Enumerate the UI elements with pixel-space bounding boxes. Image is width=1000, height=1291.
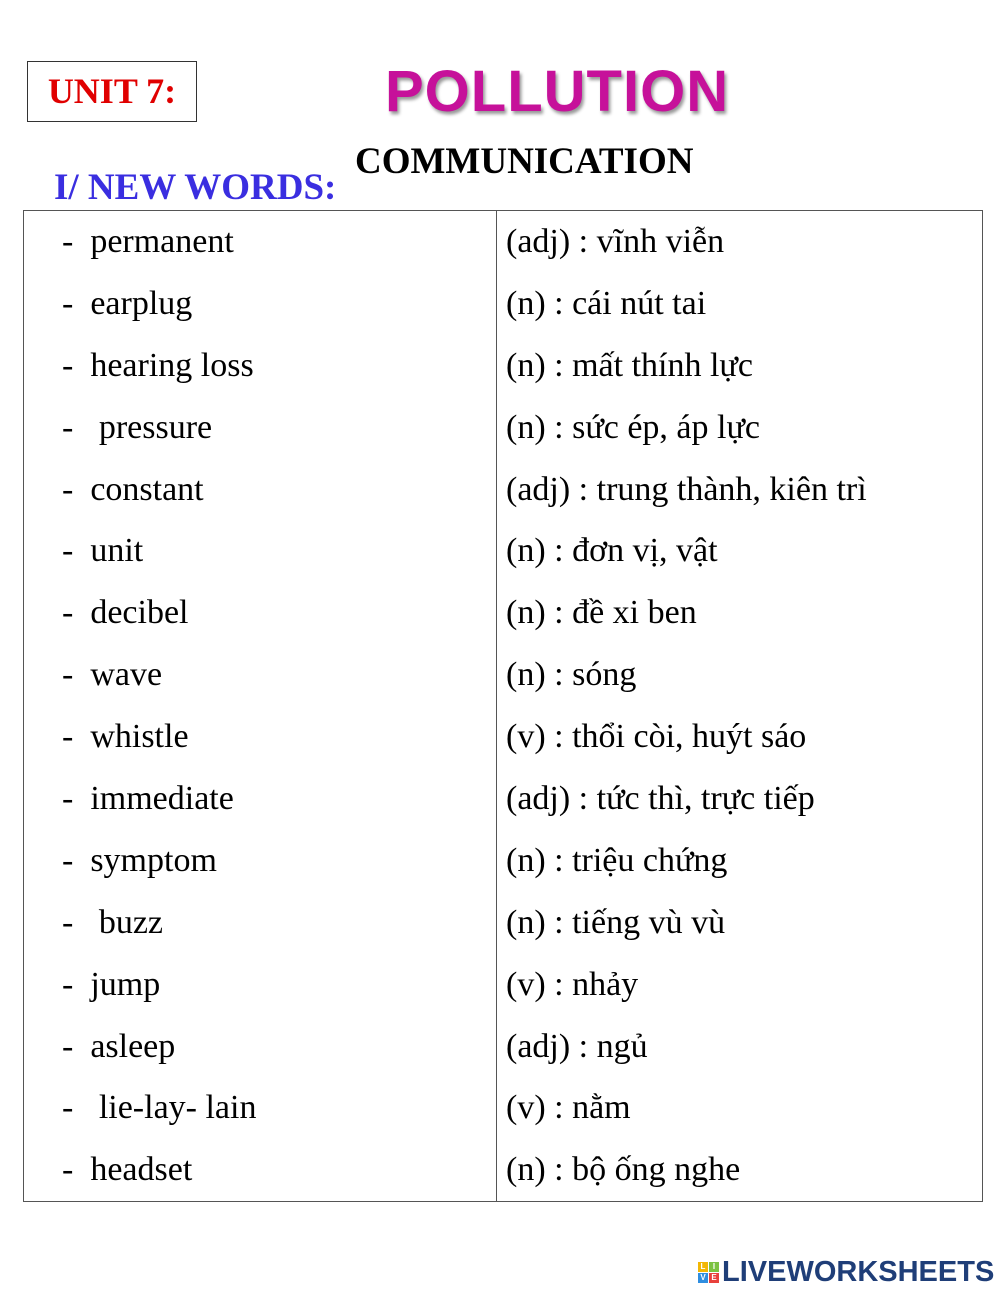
meaning: (n) : đơn vị, vật bbox=[497, 520, 983, 582]
table-row bbox=[24, 954, 983, 1016]
meaning: (n) : sức ép, áp lực bbox=[497, 397, 983, 459]
logo-letter: I bbox=[709, 1262, 719, 1272]
meaning: (n) : cái nút tai bbox=[497, 273, 983, 335]
table-row bbox=[24, 706, 983, 768]
table-row bbox=[24, 273, 983, 335]
table-row bbox=[24, 582, 983, 644]
meaning: (n) : sóng bbox=[497, 644, 983, 706]
word: - decibel bbox=[24, 582, 497, 644]
meaning: (n) : tiếng vù vù bbox=[497, 892, 983, 954]
meaning: (n) : đề xi ben bbox=[497, 582, 983, 644]
table-row bbox=[24, 520, 983, 582]
meaning: (v) : nằm bbox=[497, 1077, 983, 1139]
table-row bbox=[24, 397, 983, 459]
meaning: (adj) : vĩnh viễn bbox=[497, 211, 983, 273]
logo-letter: L bbox=[698, 1262, 708, 1272]
logo-text: LIVEWORKSHEETS bbox=[722, 1256, 995, 1288]
table-row bbox=[24, 830, 983, 892]
word: - buzz bbox=[24, 892, 497, 954]
meaning: (v) : nhảy bbox=[497, 954, 983, 1016]
page-title: POLLUTION bbox=[385, 59, 730, 124]
table-row bbox=[24, 892, 983, 954]
meaning: (adj) : trung thành, kiên trì bbox=[497, 459, 983, 521]
word: - constant bbox=[24, 459, 497, 521]
table-row bbox=[24, 1016, 983, 1078]
vocabulary-table bbox=[23, 210, 983, 1202]
word: - earplug bbox=[24, 273, 497, 335]
meaning: (n) : bộ ống nghe bbox=[497, 1139, 983, 1201]
logo-letter: E bbox=[709, 1273, 719, 1283]
word: - jump bbox=[24, 954, 497, 1016]
word: - wave bbox=[24, 644, 497, 706]
word: - pressure bbox=[24, 397, 497, 459]
word: - lie-lay- lain bbox=[24, 1077, 497, 1139]
table-row bbox=[24, 768, 983, 830]
meaning: (adj) : ngủ bbox=[497, 1016, 983, 1078]
logo-letter: V bbox=[698, 1273, 708, 1283]
subtitle: COMMUNICATION bbox=[355, 141, 694, 182]
word: - headset bbox=[24, 1139, 497, 1201]
table-row bbox=[24, 644, 983, 706]
logo-icon bbox=[698, 1262, 719, 1283]
table-row bbox=[24, 335, 983, 397]
section-heading: I/ NEW WORDS: bbox=[54, 167, 337, 208]
word: - immediate bbox=[24, 768, 497, 830]
meaning: (n) : mất thính lực bbox=[497, 335, 983, 397]
liveworksheets-logo bbox=[698, 1256, 994, 1289]
table-row bbox=[24, 1077, 983, 1139]
word: - asleep bbox=[24, 1016, 497, 1078]
word: - whistle bbox=[24, 706, 497, 768]
word: - symptom bbox=[24, 830, 497, 892]
unit-label: UNIT 7: bbox=[27, 61, 197, 122]
meaning: (v) : thổi còi, huýt sáo bbox=[497, 706, 983, 768]
meaning: (n) : triệu chứng bbox=[497, 830, 983, 892]
table-row bbox=[24, 459, 983, 521]
word: - hearing loss bbox=[24, 335, 497, 397]
meaning: (adj) : tức thì, trực tiếp bbox=[497, 768, 983, 830]
table-row bbox=[24, 1139, 983, 1201]
word: - permanent bbox=[24, 211, 497, 273]
table-row bbox=[24, 211, 983, 273]
word: - unit bbox=[24, 520, 497, 582]
